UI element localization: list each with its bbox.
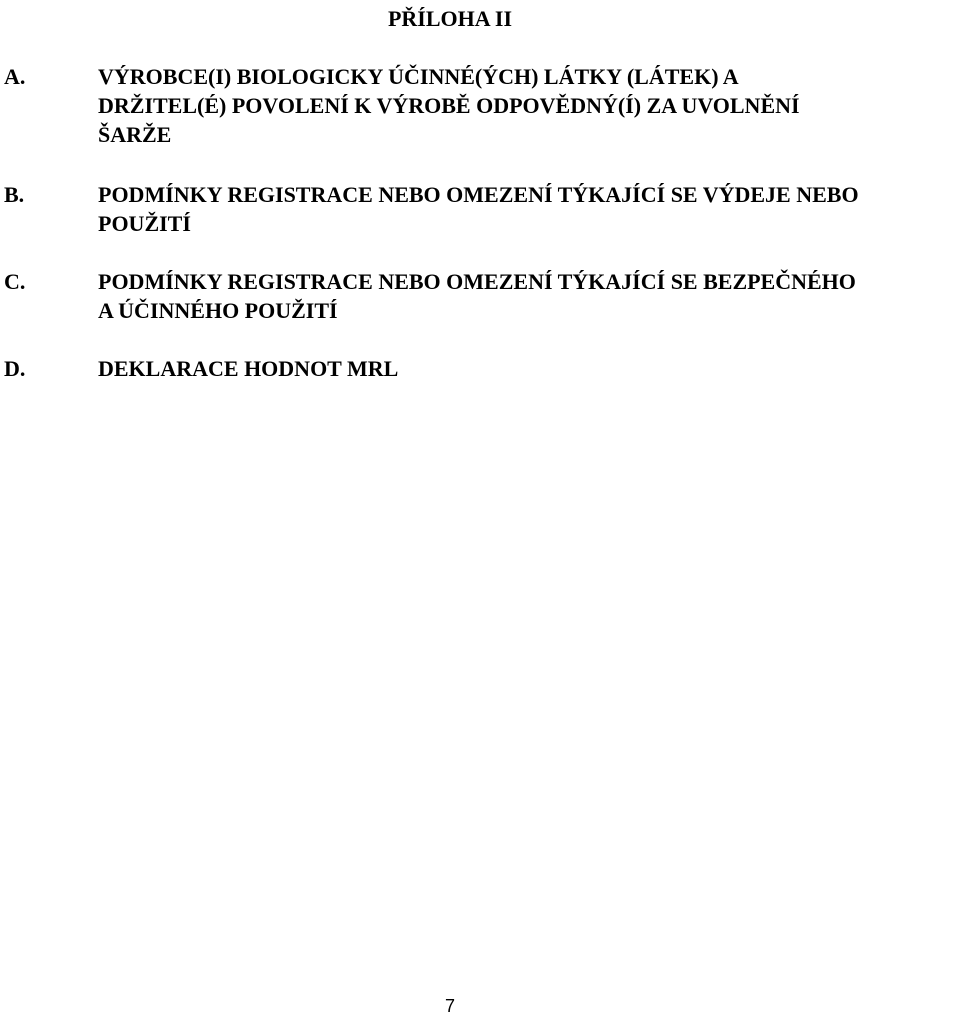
section-letter: B. [4, 182, 25, 207]
section-letter: C. [4, 269, 26, 294]
page-number: 7 [444, 996, 455, 1016]
section-heading: PODMÍNKY REGISTRACE NEBO OMEZENÍ TÝKAJÍCÍ SE VÝDEJE NEBO POUŽITÍ [98, 182, 859, 236]
page-title: PŘÍLOHA II [387, 6, 513, 31]
section-d [4, 354, 960, 383]
section-heading: PODMÍNKY REGISTRACE NEBO OMEZENÍ TÝKAJÍCÍ SE BEZPEČNÉHO A ÚČINNÉHO POUŽITÍ [98, 269, 856, 323]
section-letter: D. [4, 356, 26, 381]
section-heading: VÝROBCE(I) BIOLOGICKY ÚČINNÉ(ÝCH) LÁTKY (LÁTEK) A DRŽITEL(É) POVOLENÍ K VÝROBĚ ODPOVĚDNÝ(Í) ZA UVOLNĚNÍ ŠARŽE [98, 64, 800, 147]
section-c [4, 267, 960, 325]
section-heading: DEKLARACE HODNOT MRL [98, 356, 399, 381]
section-a [4, 62, 960, 149]
section-b [4, 180, 960, 238]
section-letter: A. [4, 64, 26, 89]
